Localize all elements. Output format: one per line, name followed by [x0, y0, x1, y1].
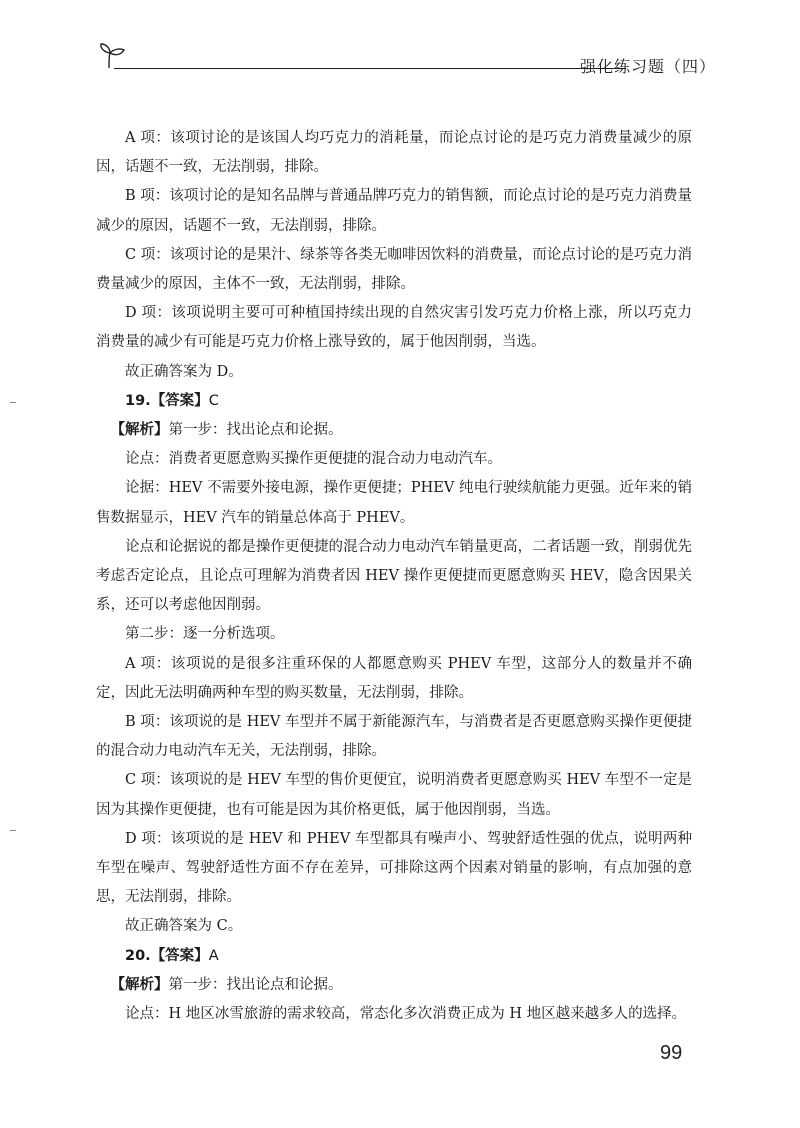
analysis-step: 第一步：找出论点和论据。 [168, 976, 343, 993]
paragraph: 论据：HEV 不需要外接电源，操作更便捷；PHEV 纯电行驶续航能力更强。近年来的销售数据显示，HEV 汽车的销量总体高于 PHEV。 [96, 480, 692, 526]
analysis-label: 【解析】 [110, 422, 169, 439]
paragraph: A 项：该项讨论的是该国人均巧克力的消耗量，而论点讨论的是巧克力消费量减少的原因，话题不一致，无法削弱，排除。 [96, 130, 692, 176]
paragraph: C 项：该项讨论的是果汁、绿茶等各类无咖啡因饮料的消费量，而论点讨论的是巧克力消费量减少的原因，主体不一致，无法削弱，排除。 [96, 246, 692, 293]
margin-mark [10, 402, 16, 403]
q20-answer-line [96, 942, 692, 971]
paragraph: B 项：该项说的是 HEV 车型并不属于新能源汽车，与消费者是否更愿意购买操作更便捷的混合动力电动汽车无关，无法削弱，排除。 [96, 714, 692, 760]
answer-label: 【答案】 [150, 947, 209, 964]
paragraph: D 项：该项说明主要可可种植国持续出现的自然灾害引发巧克力价格上涨，所以巧克力消费量的减少有可能是巧克力价格上涨导致的，属于他因削弱，当选。 [96, 305, 692, 351]
q20-analysis-line [96, 971, 692, 1000]
running-head-title: 强化练习题（四） [579, 57, 716, 76]
paragraph: 论点：消费者更愿意购买操作更便捷的混合动力电动汽车。 [125, 451, 502, 468]
paragraph: 论点：H 地区冰雪旅游的需求较高，常态化多次消费正成为 H 地区越来越多人的选择。 [125, 1006, 687, 1023]
answer-label: 【答案】 [150, 392, 209, 409]
conclusion: 故正确答案为 C。 [125, 918, 243, 935]
analysis-step: 第一步：找出论点和论据。 [168, 422, 343, 439]
question-number: 20. [125, 947, 151, 964]
margin-mark [10, 830, 16, 831]
q19-analysis-line [96, 416, 692, 445]
question-number: 19. [125, 392, 151, 409]
paragraph: D 项：该项说的是 HEV 和 PHEV 车型都具有噪声小、驾驶舒适性强的优点，说明两种车型在噪声、驾驶舒适性方面不存在差异，可排除这两个因素对销量的影响，有点加强的意思，无法削弱，排除。 [96, 830, 692, 906]
analysis-label: 【解析】 [110, 976, 169, 993]
paragraph: 论点和论据说的都是操作更便捷的混合动力电动汽车销量更高，二者话题一致，削弱优先考虑否定论点，且论点可理解为消费者因 HEV 操作更便捷而更愿意购买 HEV，隐含因果关系，还可以考虑他因削弱。 [96, 538, 692, 614]
paragraph: C 项：该项说的是 HEV 车型的售价更便宜，说明消费者更愿意购买 HEV 车型不一定是因为其操作更便捷，也有可能是因为其价格更低，属于他因削弱，当选。 [96, 772, 692, 818]
page-number: 99 [660, 1042, 683, 1064]
paragraph: 第二步：逐一分析选项。 [125, 626, 285, 643]
paragraph: B 项：该项讨论的是知名品牌与普通品牌巧克力的销售额，而论点讨论的是巧克力消费量减少的原因，话题不一致，无法削弱，排除。 [96, 188, 692, 234]
page-body [96, 124, 692, 1029]
paragraph: A 项：该项说的是很多注重环保的人都愿意购买 PHEV 车型，这部分人的数量并不确定，因此无法明确两种车型的购买数量，无法削弱，排除。 [96, 655, 692, 701]
q19-answer-line [96, 387, 692, 416]
answer-value: C [208, 392, 219, 409]
header-rule [114, 68, 626, 69]
page-header [96, 40, 716, 80]
answer-value: A [208, 947, 219, 964]
conclusion: 故正确答案为 D。 [125, 363, 243, 380]
